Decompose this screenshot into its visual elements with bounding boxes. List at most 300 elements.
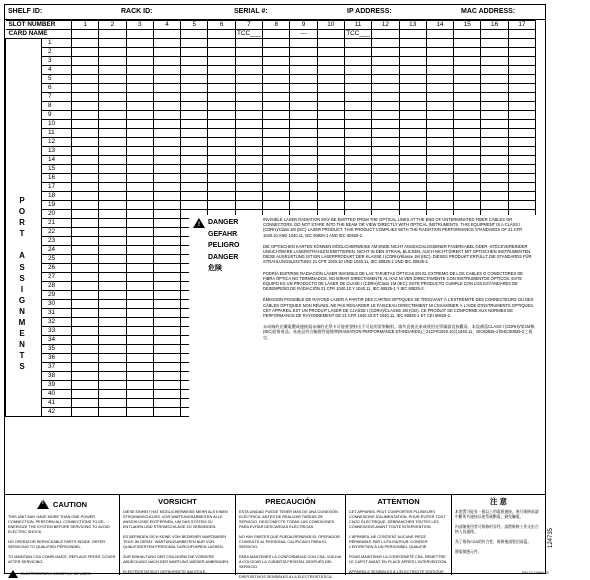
assignment-cell[interactable] [372, 138, 399, 147]
assignment-cell[interactable] [72, 138, 99, 147]
assignment-cell[interactable] [235, 138, 262, 147]
assignment-cell[interactable] [426, 75, 453, 84]
assignment-cell[interactable] [454, 84, 481, 93]
assignment-cell[interactable] [99, 147, 126, 156]
assignment-cell[interactable] [481, 93, 508, 102]
assignment-cell[interactable] [126, 372, 153, 381]
assignment-cell[interactable] [454, 192, 481, 201]
assignment-cell[interactable] [481, 84, 508, 93]
assignment-cell[interactable] [99, 120, 126, 129]
assignment-cell[interactable] [126, 39, 153, 48]
assignment-cell[interactable] [153, 327, 180, 336]
assignment-cell[interactable] [508, 174, 535, 183]
assignment-cell[interactable] [181, 57, 208, 66]
assignment-cell[interactable] [290, 165, 317, 174]
assignment-cell[interactable] [208, 66, 235, 75]
assignment-cell[interactable] [454, 147, 481, 156]
assignment-cell[interactable] [454, 183, 481, 192]
assignment-cell[interactable] [235, 84, 262, 93]
assignment-cell[interactable] [181, 84, 208, 93]
assignment-cell[interactable] [99, 300, 126, 309]
assignment-cell[interactable] [153, 336, 180, 345]
assignment-cell[interactable] [508, 111, 535, 120]
assignment-cell[interactable] [426, 39, 453, 48]
assignment-cell[interactable] [72, 84, 99, 93]
card-name-cell[interactable] [372, 30, 399, 39]
assignment-cell[interactable] [153, 318, 180, 327]
card-name-cell[interactable] [99, 30, 126, 39]
assignment-cell[interactable] [372, 129, 399, 138]
assignment-cell[interactable] [153, 237, 180, 246]
assignment-cell[interactable] [372, 84, 399, 93]
assignment-cell[interactable] [426, 192, 453, 201]
assignment-cell[interactable] [317, 111, 344, 120]
assignment-cell[interactable] [181, 174, 208, 183]
assignment-cell[interactable] [454, 102, 481, 111]
assignment-cell[interactable] [126, 120, 153, 129]
card-name-cell[interactable] [454, 30, 481, 39]
card-name-cell[interactable] [208, 30, 235, 39]
assignment-cell[interactable] [99, 318, 126, 327]
assignment-cell[interactable] [208, 165, 235, 174]
assignment-cell[interactable] [372, 156, 399, 165]
assignment-cell[interactable] [263, 183, 290, 192]
assignment-cell[interactable] [399, 192, 426, 201]
assignment-cell[interactable] [181, 102, 208, 111]
assignment-cell[interactable] [99, 192, 126, 201]
assignment-cell[interactable] [72, 255, 99, 264]
assignment-cell[interactable] [372, 75, 399, 84]
assignment-cell[interactable] [481, 111, 508, 120]
assignment-cell[interactable] [454, 201, 481, 210]
assignment-cell[interactable] [317, 129, 344, 138]
assignment-cell[interactable] [263, 84, 290, 93]
assignment-cell[interactable] [153, 309, 180, 318]
assignment-cell[interactable] [263, 129, 290, 138]
assignment-cell[interactable] [426, 66, 453, 75]
assignment-cell[interactable] [454, 75, 481, 84]
assignment-cell[interactable] [235, 120, 262, 129]
assignment-cell[interactable] [99, 111, 126, 120]
assignment-cell[interactable] [344, 138, 371, 147]
assignment-cell[interactable] [317, 165, 344, 174]
assignment-cell[interactable] [317, 39, 344, 48]
assignment-cell[interactable] [126, 192, 153, 201]
assignment-cell[interactable] [508, 102, 535, 111]
assignment-cell[interactable] [72, 309, 99, 318]
assignment-cell[interactable] [153, 273, 180, 282]
assignment-cell[interactable] [426, 147, 453, 156]
assignment-cell[interactable] [508, 129, 535, 138]
assignment-cell[interactable] [126, 381, 153, 390]
assignment-cell[interactable] [153, 354, 180, 363]
assignment-cell[interactable] [181, 201, 208, 210]
assignment-cell[interactable] [208, 201, 235, 210]
assignment-cell[interactable] [99, 57, 126, 66]
assignment-cell[interactable] [235, 48, 262, 57]
assignment-cell[interactable] [508, 120, 535, 129]
assignment-cell[interactable] [153, 39, 180, 48]
assignment-cell[interactable] [126, 165, 153, 174]
assignment-cell[interactable] [317, 201, 344, 210]
card-name-cell[interactable] [399, 30, 426, 39]
assignment-cell[interactable] [344, 66, 371, 75]
assignment-cell[interactable] [235, 57, 262, 66]
assignment-cell[interactable] [153, 102, 180, 111]
assignment-cell[interactable] [99, 273, 126, 282]
assignment-cell[interactable] [344, 84, 371, 93]
assignment-cell[interactable] [290, 201, 317, 210]
assignment-cell[interactable] [153, 246, 180, 255]
assignment-cell[interactable] [508, 201, 535, 210]
card-name-cell[interactable] [153, 30, 180, 39]
assignment-cell[interactable] [181, 192, 208, 201]
card-name-cell[interactable] [263, 30, 290, 39]
assignment-cell[interactable] [317, 174, 344, 183]
assignment-cell[interactable] [372, 192, 399, 201]
assignment-cell[interactable] [72, 318, 99, 327]
assignment-cell[interactable] [481, 183, 508, 192]
assignment-cell[interactable] [72, 39, 99, 48]
assignment-cell[interactable] [208, 111, 235, 120]
assignment-cell[interactable] [126, 246, 153, 255]
assignment-cell[interactable] [181, 66, 208, 75]
assignment-cell[interactable] [72, 336, 99, 345]
assignment-cell[interactable] [181, 183, 208, 192]
assignment-cell[interactable] [153, 174, 180, 183]
assignment-cell[interactable] [290, 93, 317, 102]
assignment-cell[interactable] [126, 84, 153, 93]
assignment-cell[interactable] [235, 147, 262, 156]
assignment-cell[interactable] [508, 147, 535, 156]
assignment-cell[interactable] [481, 57, 508, 66]
assignment-cell[interactable] [153, 111, 180, 120]
assignment-cell[interactable] [126, 291, 153, 300]
assignment-cell[interactable] [126, 309, 153, 318]
assignment-cell[interactable] [263, 165, 290, 174]
assignment-cell[interactable] [372, 165, 399, 174]
assignment-cell[interactable] [72, 237, 99, 246]
assignment-cell[interactable] [153, 282, 180, 291]
assignment-cell[interactable] [317, 138, 344, 147]
assignment-cell[interactable] [317, 66, 344, 75]
assignment-cell[interactable] [99, 336, 126, 345]
assignment-cell[interactable] [426, 48, 453, 57]
assignment-cell[interactable] [181, 165, 208, 174]
assignment-cell[interactable] [290, 174, 317, 183]
assignment-cell[interactable] [426, 84, 453, 93]
assignment-cell[interactable] [344, 174, 371, 183]
assignment-cell[interactable] [235, 174, 262, 183]
assignment-cell[interactable] [481, 201, 508, 210]
assignment-cell[interactable] [290, 48, 317, 57]
assignment-cell[interactable] [72, 93, 99, 102]
assignment-cell[interactable] [481, 156, 508, 165]
assignment-cell[interactable] [72, 156, 99, 165]
assignment-cell[interactable] [481, 39, 508, 48]
assignment-cell[interactable] [72, 390, 99, 399]
assignment-cell[interactable] [399, 102, 426, 111]
assignment-cell[interactable] [153, 57, 180, 66]
assignment-cell[interactable] [72, 327, 99, 336]
assignment-cell[interactable] [344, 129, 371, 138]
assignment-cell[interactable] [290, 147, 317, 156]
assignment-cell[interactable] [317, 192, 344, 201]
assignment-cell[interactable] [290, 111, 317, 120]
assignment-cell[interactable] [508, 84, 535, 93]
assignment-cell[interactable] [290, 75, 317, 84]
assignment-cell[interactable] [99, 390, 126, 399]
assignment-cell[interactable] [99, 174, 126, 183]
assignment-cell[interactable] [454, 111, 481, 120]
card-name-cell[interactable] [426, 30, 453, 39]
assignment-cell[interactable] [126, 156, 153, 165]
assignment-cell[interactable] [481, 66, 508, 75]
assignment-cell[interactable] [399, 39, 426, 48]
assignment-cell[interactable] [153, 291, 180, 300]
assignment-cell[interactable] [72, 102, 99, 111]
assignment-cell[interactable] [153, 84, 180, 93]
assignment-cell[interactable] [153, 219, 180, 228]
assignment-cell[interactable] [208, 192, 235, 201]
assignment-cell[interactable] [99, 66, 126, 75]
card-name-cell[interactable] [317, 30, 344, 39]
assignment-cell[interactable] [481, 165, 508, 174]
assignment-cell[interactable] [317, 48, 344, 57]
assignment-cell[interactable] [99, 399, 126, 408]
assignment-cell[interactable] [208, 102, 235, 111]
assignment-cell[interactable] [99, 75, 126, 84]
assignment-cell[interactable] [99, 165, 126, 174]
assignment-cell[interactable] [72, 273, 99, 282]
assignment-cell[interactable] [235, 192, 262, 201]
assignment-cell[interactable] [72, 219, 99, 228]
assignment-cell[interactable] [426, 201, 453, 210]
assignment-cell[interactable] [317, 102, 344, 111]
assignment-cell[interactable] [153, 201, 180, 210]
assignment-cell[interactable] [208, 93, 235, 102]
assignment-cell[interactable] [153, 300, 180, 309]
assignment-cell[interactable] [317, 57, 344, 66]
assignment-cell[interactable] [126, 363, 153, 372]
assignment-cell[interactable] [126, 255, 153, 264]
assignment-cell[interactable] [126, 300, 153, 309]
assignment-cell[interactable] [263, 156, 290, 165]
assignment-cell[interactable] [263, 111, 290, 120]
assignment-cell[interactable] [426, 57, 453, 66]
assignment-cell[interactable] [99, 309, 126, 318]
assignment-cell[interactable] [290, 192, 317, 201]
assignment-cell[interactable] [126, 336, 153, 345]
assignment-cell[interactable] [126, 228, 153, 237]
assignment-cell[interactable] [263, 48, 290, 57]
assignment-cell[interactable] [153, 165, 180, 174]
assignment-cell[interactable] [181, 147, 208, 156]
assignment-cell[interactable] [290, 84, 317, 93]
assignment-cell[interactable] [454, 165, 481, 174]
assignment-cell[interactable] [454, 57, 481, 66]
assignment-cell[interactable] [399, 93, 426, 102]
assignment-cell[interactable] [126, 237, 153, 246]
assignment-cell[interactable] [263, 39, 290, 48]
assignment-cell[interactable] [99, 183, 126, 192]
assignment-cell[interactable] [208, 75, 235, 84]
assignment-cell[interactable] [72, 192, 99, 201]
assignment-cell[interactable] [290, 39, 317, 48]
assignment-cell[interactable] [344, 57, 371, 66]
assignment-cell[interactable] [290, 66, 317, 75]
assignment-cell[interactable] [317, 75, 344, 84]
assignment-cell[interactable] [344, 192, 371, 201]
assignment-cell[interactable] [508, 66, 535, 75]
assignment-cell[interactable] [153, 381, 180, 390]
assignment-cell[interactable] [72, 363, 99, 372]
assignment-cell[interactable] [99, 237, 126, 246]
assignment-cell[interactable] [181, 156, 208, 165]
assignment-cell[interactable] [99, 102, 126, 111]
assignment-cell[interactable] [399, 174, 426, 183]
assignment-cell[interactable] [508, 75, 535, 84]
assignment-cell[interactable] [263, 57, 290, 66]
assignment-cell[interactable] [208, 120, 235, 129]
assignment-cell[interactable] [153, 372, 180, 381]
assignment-cell[interactable] [208, 39, 235, 48]
card-name-cell[interactable] [508, 30, 535, 39]
assignment-cell[interactable] [481, 174, 508, 183]
assignment-cell[interactable] [99, 39, 126, 48]
assignment-cell[interactable] [72, 300, 99, 309]
assignment-cell[interactable] [290, 129, 317, 138]
card-name-cell[interactable] [481, 30, 508, 39]
assignment-cell[interactable] [99, 363, 126, 372]
assignment-cell[interactable] [426, 165, 453, 174]
assignment-cell[interactable] [426, 174, 453, 183]
assignment-cell[interactable] [235, 165, 262, 174]
assignment-cell[interactable] [72, 183, 99, 192]
assignment-cell[interactable] [153, 228, 180, 237]
assignment-cell[interactable] [290, 156, 317, 165]
assignment-cell[interactable] [126, 138, 153, 147]
assignment-cell[interactable] [481, 75, 508, 84]
card-name-cell[interactable]: TCC___ [346, 30, 371, 37]
assignment-cell[interactable] [72, 165, 99, 174]
assignment-cell[interactable] [263, 102, 290, 111]
assignment-cell[interactable] [290, 102, 317, 111]
assignment-cell[interactable] [263, 93, 290, 102]
assignment-cell[interactable] [399, 111, 426, 120]
assignment-cell[interactable] [344, 120, 371, 129]
assignment-cell[interactable] [181, 138, 208, 147]
assignment-cell[interactable] [399, 129, 426, 138]
assignment-cell[interactable] [290, 57, 317, 66]
assignment-cell[interactable] [399, 75, 426, 84]
assignment-cell[interactable] [153, 138, 180, 147]
assignment-cell[interactable] [72, 399, 99, 408]
assignment-cell[interactable] [99, 201, 126, 210]
assignment-cell[interactable] [454, 93, 481, 102]
assignment-cell[interactable] [126, 273, 153, 282]
assignment-cell[interactable] [235, 111, 262, 120]
assignment-cell[interactable] [208, 129, 235, 138]
assignment-cell[interactable] [126, 282, 153, 291]
assignment-cell[interactable] [208, 84, 235, 93]
assignment-cell[interactable] [344, 201, 371, 210]
assignment-cell[interactable] [126, 48, 153, 57]
assignment-cell[interactable] [181, 120, 208, 129]
assignment-cell[interactable] [317, 120, 344, 129]
assignment-cell[interactable] [508, 93, 535, 102]
assignment-cell[interactable] [235, 39, 262, 48]
assignment-cell[interactable] [153, 255, 180, 264]
assignment-cell[interactable] [153, 75, 180, 84]
assignment-cell[interactable] [344, 93, 371, 102]
assignment-cell[interactable] [181, 93, 208, 102]
assignment-cell[interactable] [344, 156, 371, 165]
assignment-cell[interactable] [344, 165, 371, 174]
assignment-cell[interactable] [235, 156, 262, 165]
assignment-cell[interactable] [99, 156, 126, 165]
assignment-cell[interactable] [399, 84, 426, 93]
assignment-cell[interactable] [153, 129, 180, 138]
assignment-cell[interactable] [126, 75, 153, 84]
assignment-cell[interactable] [235, 75, 262, 84]
assignment-cell[interactable] [426, 156, 453, 165]
assignment-cell[interactable] [344, 111, 371, 120]
assignment-cell[interactable] [99, 138, 126, 147]
assignment-cell[interactable] [481, 48, 508, 57]
assignment-cell[interactable] [454, 156, 481, 165]
assignment-cell[interactable] [126, 408, 153, 417]
assignment-cell[interactable] [372, 111, 399, 120]
assignment-cell[interactable] [72, 66, 99, 75]
assignment-cell[interactable] [481, 129, 508, 138]
assignment-cell[interactable] [344, 147, 371, 156]
assignment-cell[interactable] [72, 201, 99, 210]
assignment-cell[interactable] [426, 129, 453, 138]
assignment-cell[interactable] [126, 354, 153, 363]
assignment-cell[interactable] [181, 39, 208, 48]
assignment-cell[interactable] [153, 408, 180, 417]
assignment-cell[interactable] [72, 75, 99, 84]
assignment-cell[interactable] [126, 111, 153, 120]
assignment-cell[interactable] [72, 147, 99, 156]
assignment-cell[interactable] [208, 138, 235, 147]
assignment-cell[interactable] [290, 138, 317, 147]
assignment-cell[interactable] [99, 264, 126, 273]
assignment-cell[interactable] [126, 345, 153, 354]
assignment-cell[interactable] [126, 327, 153, 336]
assignment-cell[interactable] [126, 264, 153, 273]
assignment-cell[interactable] [72, 246, 99, 255]
assignment-cell[interactable] [72, 120, 99, 129]
assignment-cell[interactable] [99, 129, 126, 138]
assignment-cell[interactable] [263, 66, 290, 75]
assignment-cell[interactable] [72, 174, 99, 183]
assignment-cell[interactable] [126, 183, 153, 192]
assignment-cell[interactable] [99, 246, 126, 255]
assignment-cell[interactable] [181, 129, 208, 138]
assignment-cell[interactable] [126, 57, 153, 66]
assignment-cell[interactable] [372, 66, 399, 75]
assignment-cell[interactable] [235, 66, 262, 75]
assignment-cell[interactable] [508, 165, 535, 174]
assignment-cell[interactable] [235, 102, 262, 111]
assignment-cell[interactable] [72, 228, 99, 237]
assignment-cell[interactable] [317, 156, 344, 165]
assignment-cell[interactable] [235, 129, 262, 138]
assignment-cell[interactable] [72, 381, 99, 390]
assignment-cell[interactable] [481, 192, 508, 201]
